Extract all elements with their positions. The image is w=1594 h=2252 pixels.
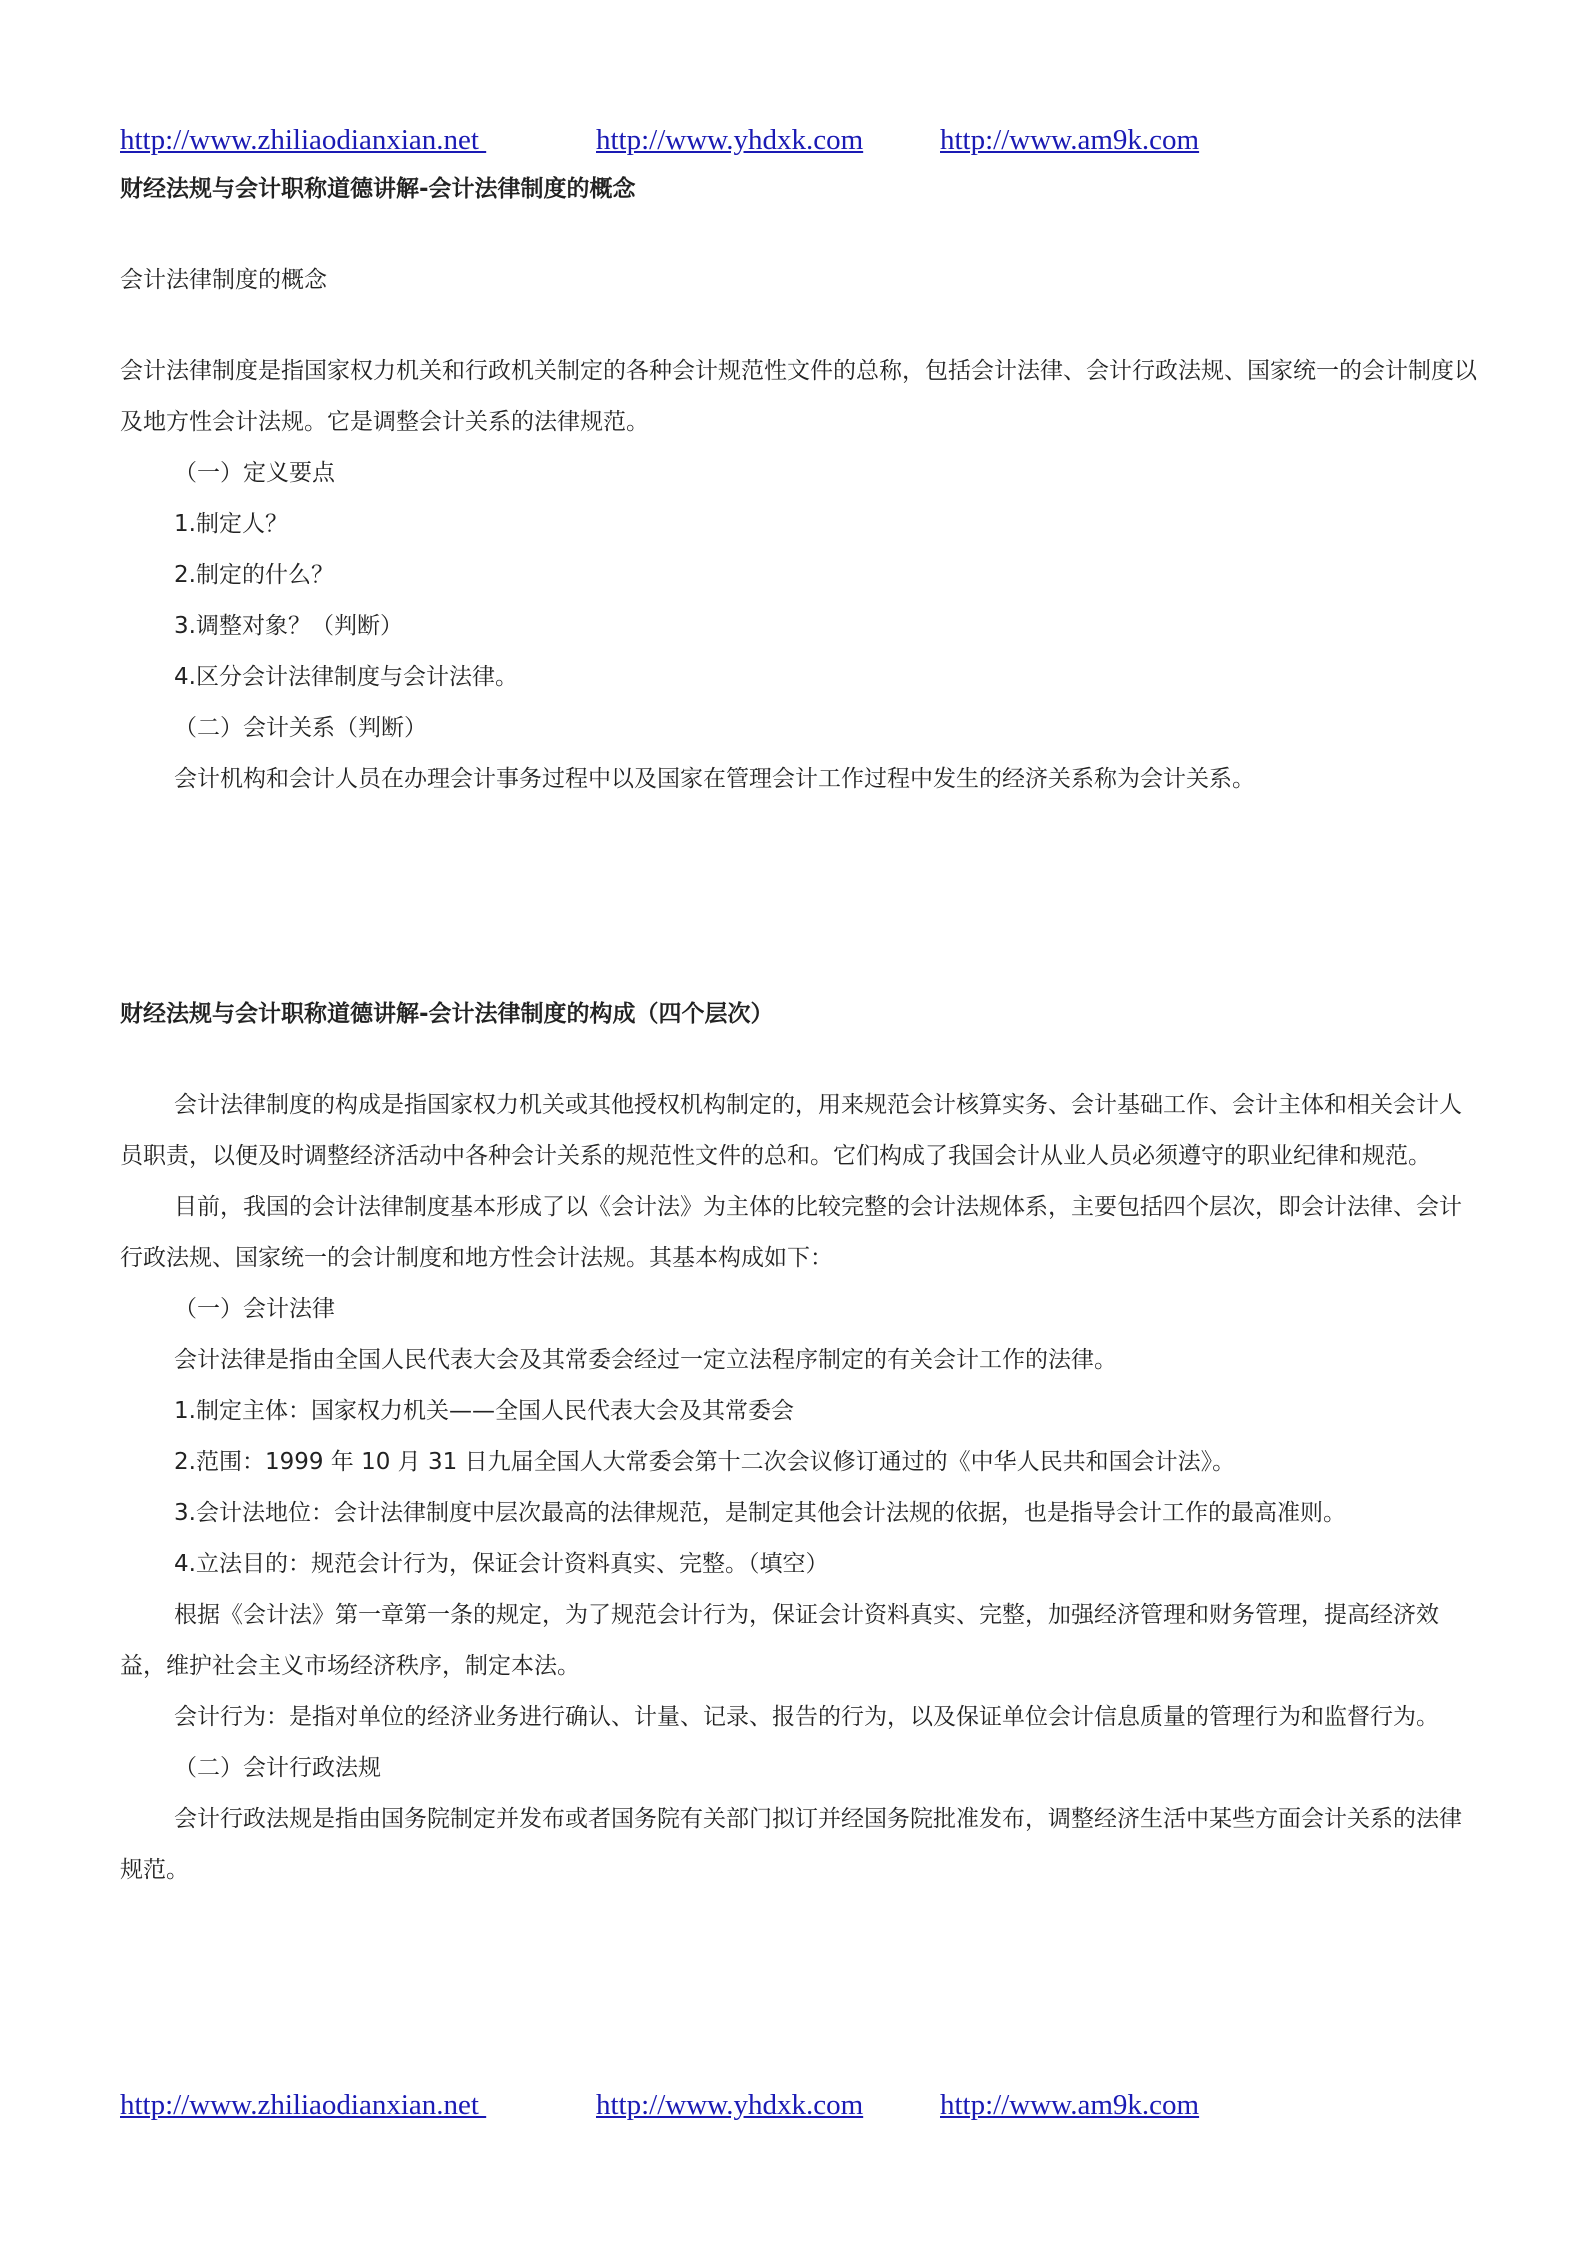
section2-paragraph-1: 会计法律制度的构成是指国家权力机关或其他授权机构制定的，用来规范会计核算实务、会计基础工作、会计主体和相关会计人员职责，以便及时调整经济活动中各种会计关系的规范性文件的总和。它们构成了我国会计从业人员必须遵守的职业纪律和规范。 [120, 1092, 1462, 1169]
header-link-zhiliaodianxian[interactable]: http://www.zhiliaodianxian.net [120, 124, 487, 156]
section1-item-1: 1.制定人？ [174, 511, 288, 537]
footer-link-am9k[interactable]: http://www.am9k.com [940, 2089, 1200, 2121]
section2-law-definition: 会计法律是指由全国人民代表大会及其常委会经过一定立法程序制定的有关会计工作的法律。 [174, 1347, 1117, 1373]
section2-basis: 根据《会计法》第一章第一条的规定，为了规范会计行为，保证会计资料真实、完整，加强经济管理和财务管理，提高经济效益，维护社会主义市场经济秩序，制定本法。 [120, 1602, 1439, 1679]
section1-title: 财经法规与会计职称道德讲解-会计法律制度的概念 [120, 176, 636, 202]
document-body [120, 164, 1482, 1896]
section2-point2: （二）会计行政法规 [174, 1755, 381, 1781]
section2-admin-definition: 会计行政法规是指由国务院制定并发布或者国务院有关部门拟订并经国务院批准发布，调整经济生活中某些方面会计关系的法律规范。 [120, 1806, 1462, 1883]
section1-paragraph: 会计法律制度是指国家权力机关和行政机关制定的各种会计规范性文件的总称，包括会计法律、会计行政法规、国家统一的会计制度以及地方性会计法规。它是调整会计关系的法律规范。 [120, 358, 1477, 435]
section1-item-3: 3.调整对象？（判断） [174, 613, 403, 639]
footer-link-yhdxk[interactable]: http://www.yhdxk.com [596, 2089, 864, 2121]
section1-subtitle: 会计法律制度的概念 [120, 267, 327, 293]
header-link-am9k[interactable]: http://www.am9k.com [940, 124, 1200, 156]
section2-item-2: 2.范围：1999 年 10 月 31 日九届全国人大常委会第十二次会议修订通过的《中华人民共和国会计法》。 [174, 1449, 1236, 1475]
section1-point2: （二）会计关系（判断） [174, 715, 427, 741]
footer-link-zhiliaodianxian[interactable]: http://www.zhiliaodianxian.net [120, 2089, 487, 2121]
section1-relation: 会计机构和会计人员在办理会计事务过程中以及国家在管理会计工作过程中发生的经济关系称为会计关系。 [174, 766, 1255, 792]
section2-behavior: 会计行为：是指对单位的经济业务进行确认、计量、记录、报告的行为，以及保证单位会计信息质量的管理行为和监督行为。 [174, 1704, 1439, 1730]
section2-point1: （一）会计法律 [174, 1296, 335, 1322]
section2-paragraph-2: 目前，我国的会计法律制度基本形成了以《会计法》为主体的比较完整的会计法规体系，主要包括四个层次，即会计法律、会计行政法规、国家统一的会计制度和地方性会计法规。其基本构成如下： [120, 1194, 1462, 1271]
section1-item-2: 2.制定的什么？ [174, 562, 334, 588]
section2-item-3: 3.会计法地位：会计法律制度中层次最高的法律规范，是制定其他会计法规的依据，也是指导会计工作的最高准则。 [174, 1500, 1346, 1526]
section1-point1: （一）定义要点 [174, 460, 335, 486]
section2-title: 财经法规与会计职称道德讲解-会计法律制度的构成（四个层次） [120, 1001, 774, 1027]
section2-item-4: 4.立法目的：规范会计行为，保证会计资料真实、完整。（填空） [174, 1551, 829, 1577]
header-link-yhdxk[interactable]: http://www.yhdxk.com [596, 124, 864, 156]
section2-item-1: 1.制定主体：国家权力机关——全国人民代表大会及其常委会 [174, 1398, 794, 1424]
section1-item-4: 4.区分会计法律制度与会计法律。 [174, 664, 518, 690]
